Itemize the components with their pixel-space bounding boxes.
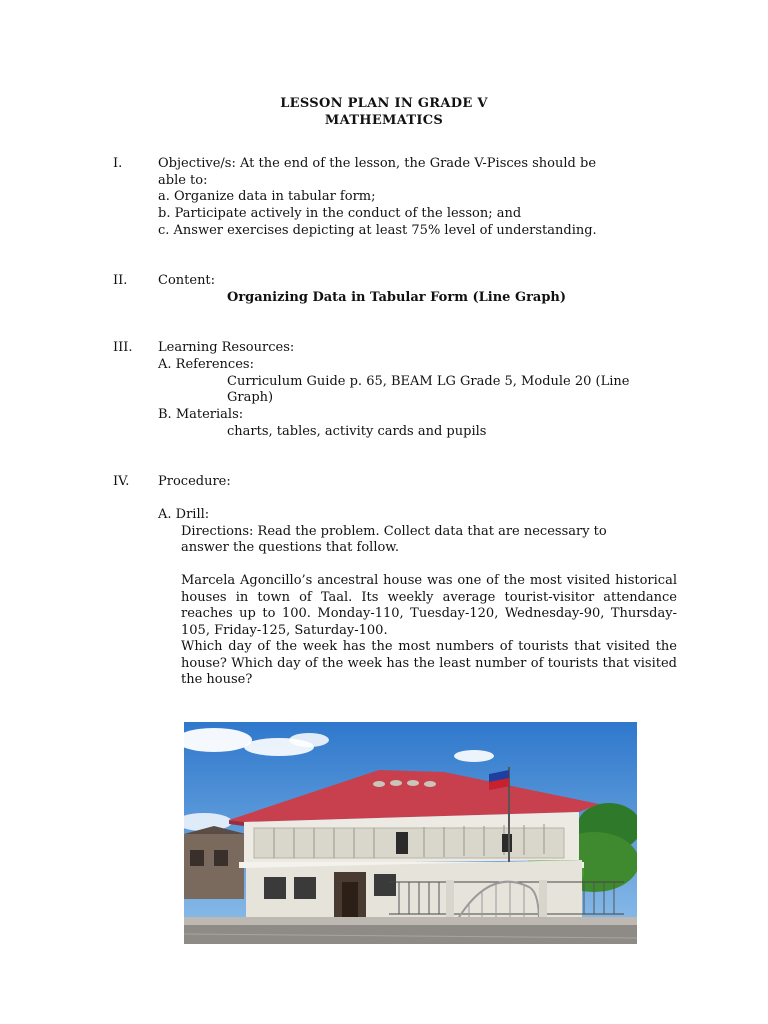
document-title: LESSON PLAN IN GRADE V <box>280 96 488 111</box>
objective-item: c. Answer exercises depicting at least 75% level of understanding. <box>158 223 597 238</box>
references-text-cont: Graph) <box>227 390 274 405</box>
question-paragraph: Which day of the week has the most numbers of tourists that visited the house? Which day of the week has the least number of tourists that visited the house? <box>181 639 677 688</box>
content-topic: Organizing Data in Tabular Form (Line Graph) <box>227 290 567 305</box>
resources-label: Learning Resources: <box>158 340 295 355</box>
problem-paragraph: Marcela Agoncillo’s ancestral house was one of the most visited historical houses in town of Taal. Its weekly average tourist-visitor attendance reaches up to 100. Monday-110, Tuesday-120, Wednesday-90, Thursday-105, Friday-125, Saturday-100. <box>181 573 677 638</box>
section-numeral: III. <box>113 340 133 355</box>
procedure-label: Procedure: <box>158 474 231 489</box>
references-text: Curriculum Guide p. 65, BEAM LG Grade 5, Module 20 (Line <box>227 374 630 389</box>
directions-text: Directions: Read the problem. Collect data that are necessary to <box>181 524 607 539</box>
directions-text-cont: answer the questions that follow. <box>181 540 400 555</box>
materials-label: B. Materials: <box>158 407 244 422</box>
section-numeral: II. <box>113 273 128 288</box>
objective-item: b. Participate actively in the conduct of the lesson; and <box>158 206 522 221</box>
objective-item: a. Organize data in tabular form; <box>158 189 376 204</box>
drill-label: A. Drill: <box>158 507 210 522</box>
content-label: Content: <box>158 273 216 288</box>
document-subject: MATHEMATICS <box>324 113 444 128</box>
references-label: A. References: <box>158 357 254 372</box>
objectives-text: Objective/s: At the end of the lesson, the Grade V-Pisces should be <box>158 156 597 171</box>
ancestral-house-photo <box>184 722 637 944</box>
section-numeral: I. <box>113 156 123 171</box>
section-numeral: IV. <box>113 474 130 489</box>
objectives-text-cont: able to: <box>158 173 208 188</box>
materials-text: charts, tables, activity cards and pupils <box>227 424 487 439</box>
